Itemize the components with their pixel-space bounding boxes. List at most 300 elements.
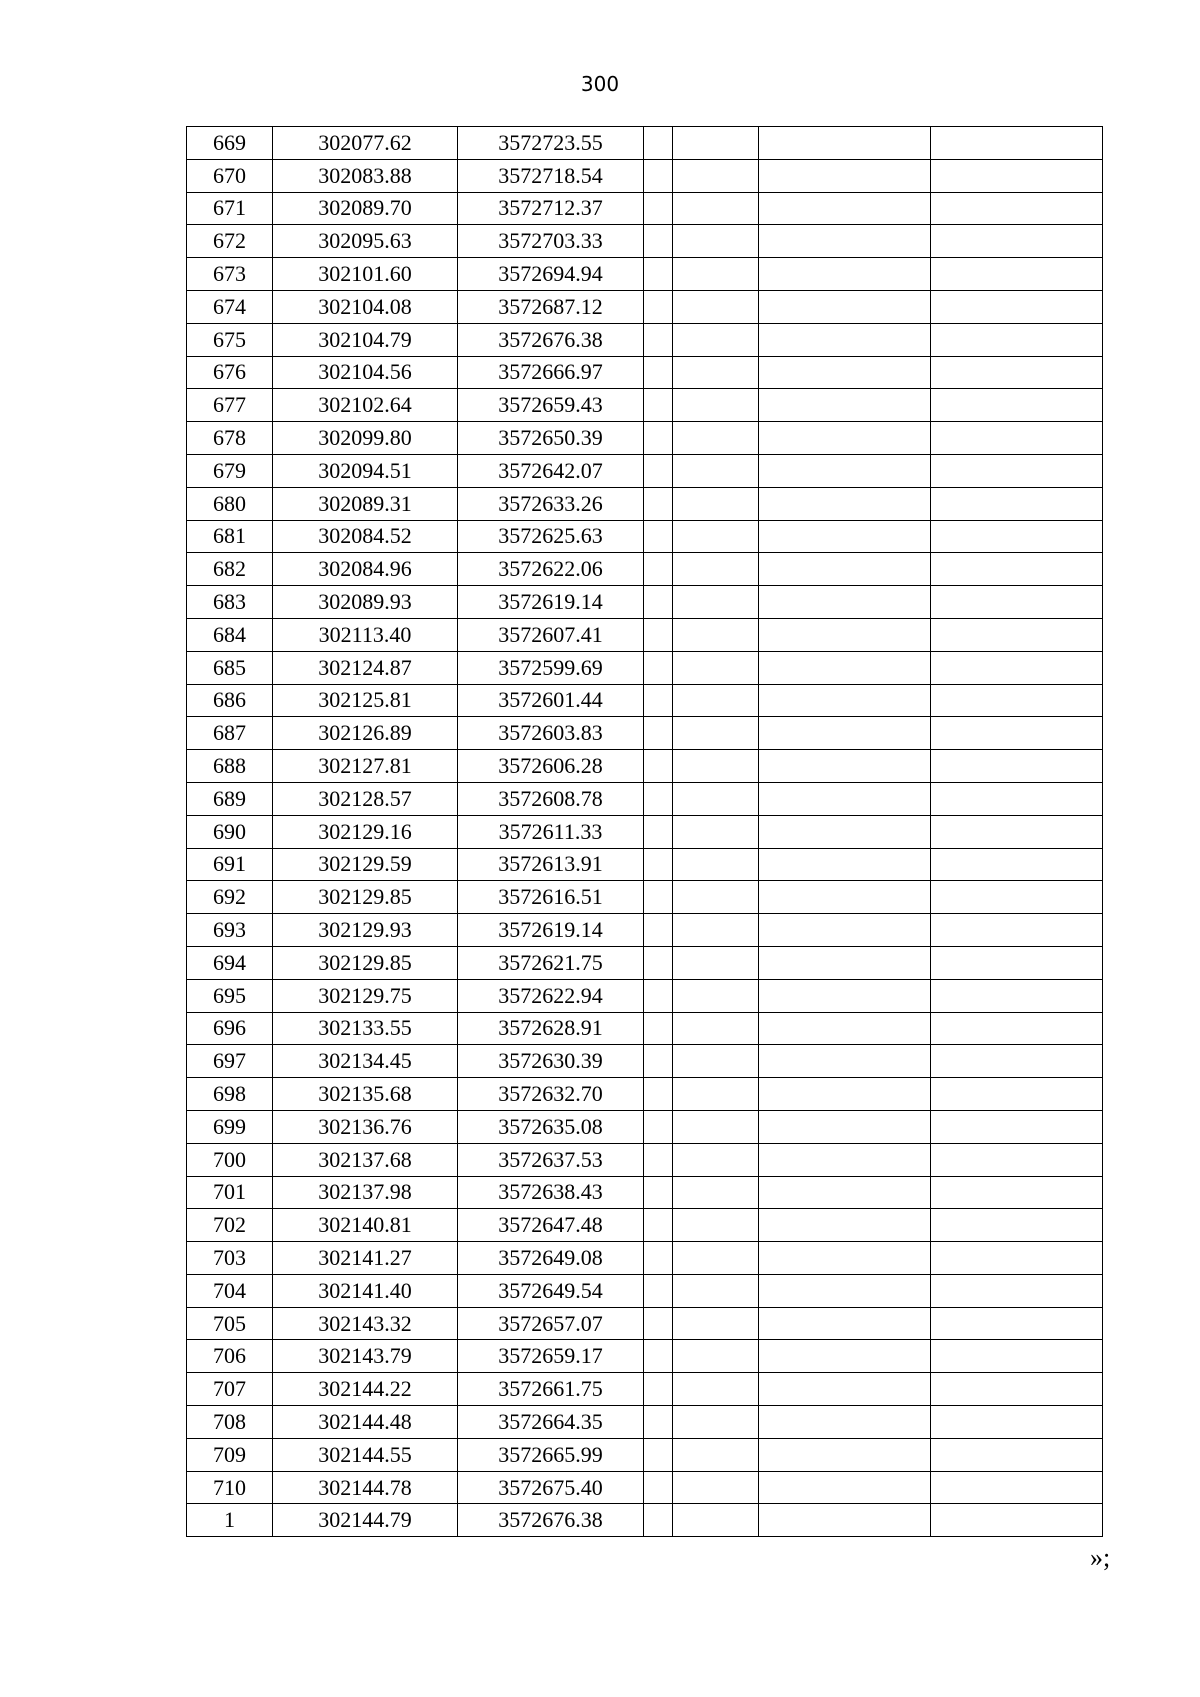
empty-cell — [931, 1110, 1103, 1143]
table-row — [187, 618, 1103, 651]
point-number-cell: 671 — [187, 192, 273, 225]
table-row — [187, 815, 1103, 848]
point-number-cell: 683 — [187, 586, 273, 619]
empty-cell — [759, 586, 931, 619]
point-number-cell: 669 — [187, 127, 273, 160]
y-coordinate-cell: 3572607.41 — [458, 618, 644, 651]
empty-cell — [644, 422, 673, 455]
empty-cell — [673, 1242, 759, 1275]
table-row — [187, 422, 1103, 455]
empty-cell — [673, 1438, 759, 1471]
x-coordinate-cell: 302099.80 — [273, 422, 458, 455]
point-number-cell: 708 — [187, 1406, 273, 1439]
empty-cell — [673, 225, 759, 258]
table-row — [187, 1209, 1103, 1242]
y-coordinate-cell: 3572642.07 — [458, 454, 644, 487]
empty-cell — [759, 192, 931, 225]
x-coordinate-cell: 302084.52 — [273, 520, 458, 553]
empty-cell — [673, 1471, 759, 1504]
empty-cell — [759, 454, 931, 487]
empty-cell — [759, 290, 931, 323]
point-number-cell: 675 — [187, 323, 273, 356]
y-coordinate-cell: 3572675.40 — [458, 1471, 644, 1504]
x-coordinate-cell: 302129.93 — [273, 914, 458, 947]
y-coordinate-cell: 3572622.06 — [458, 553, 644, 586]
table-row — [187, 881, 1103, 914]
y-coordinate-cell: 3572632.70 — [458, 1078, 644, 1111]
point-number-cell: 691 — [187, 848, 273, 881]
empty-cell — [644, 750, 673, 783]
x-coordinate-cell: 302144.55 — [273, 1438, 458, 1471]
page-number: 300 — [580, 72, 620, 96]
y-coordinate-cell: 3572649.08 — [458, 1242, 644, 1275]
table-row — [187, 520, 1103, 553]
point-number-cell: 701 — [187, 1176, 273, 1209]
y-coordinate-cell: 3572703.33 — [458, 225, 644, 258]
x-coordinate-cell: 302083.88 — [273, 159, 458, 192]
point-number-cell: 679 — [187, 454, 273, 487]
empty-cell — [931, 192, 1103, 225]
empty-cell — [644, 1242, 673, 1275]
empty-cell — [644, 1110, 673, 1143]
x-coordinate-cell: 302089.31 — [273, 487, 458, 520]
empty-cell — [759, 1438, 931, 1471]
empty-cell — [931, 258, 1103, 291]
empty-cell — [644, 1504, 673, 1537]
y-coordinate-cell: 3572619.14 — [458, 914, 644, 947]
empty-cell — [759, 225, 931, 258]
x-coordinate-cell: 302143.79 — [273, 1340, 458, 1373]
x-coordinate-cell: 302104.56 — [273, 356, 458, 389]
empty-cell — [673, 651, 759, 684]
table-row — [187, 1143, 1103, 1176]
empty-cell — [759, 1504, 931, 1537]
x-coordinate-cell: 302128.57 — [273, 782, 458, 815]
y-coordinate-cell: 3572601.44 — [458, 684, 644, 717]
empty-cell — [673, 914, 759, 947]
table-row — [187, 651, 1103, 684]
x-coordinate-cell: 302133.55 — [273, 1012, 458, 1045]
table-row — [187, 848, 1103, 881]
x-coordinate-cell: 302095.63 — [273, 225, 458, 258]
empty-cell — [931, 1504, 1103, 1537]
point-number-cell: 703 — [187, 1242, 273, 1275]
empty-cell — [931, 914, 1103, 947]
x-coordinate-cell: 302129.85 — [273, 881, 458, 914]
point-number-cell: 704 — [187, 1274, 273, 1307]
empty-cell — [759, 1110, 931, 1143]
empty-cell — [759, 946, 931, 979]
table-row — [187, 225, 1103, 258]
x-coordinate-cell: 302101.60 — [273, 258, 458, 291]
point-number-cell: 682 — [187, 553, 273, 586]
empty-cell — [673, 750, 759, 783]
x-coordinate-cell: 302077.62 — [273, 127, 458, 160]
point-number-cell: 686 — [187, 684, 273, 717]
table-row — [187, 290, 1103, 323]
empty-cell — [673, 881, 759, 914]
empty-cell — [759, 1045, 931, 1078]
point-number-cell: 674 — [187, 290, 273, 323]
empty-cell — [673, 1012, 759, 1045]
empty-cell — [931, 225, 1103, 258]
table-row — [187, 1373, 1103, 1406]
table-row — [187, 750, 1103, 783]
empty-cell — [759, 422, 931, 455]
empty-cell — [673, 618, 759, 651]
empty-cell — [644, 553, 673, 586]
point-number-cell: 696 — [187, 1012, 273, 1045]
empty-cell — [673, 159, 759, 192]
empty-cell — [673, 290, 759, 323]
empty-cell — [644, 1471, 673, 1504]
empty-cell — [673, 1209, 759, 1242]
y-coordinate-cell: 3572694.94 — [458, 258, 644, 291]
empty-cell — [759, 127, 931, 160]
y-coordinate-cell: 3572661.75 — [458, 1373, 644, 1406]
y-coordinate-cell: 3572608.78 — [458, 782, 644, 815]
table-row — [187, 389, 1103, 422]
empty-cell — [644, 159, 673, 192]
y-coordinate-cell: 3572616.51 — [458, 881, 644, 914]
point-number-cell: 705 — [187, 1307, 273, 1340]
empty-cell — [644, 1012, 673, 1045]
y-coordinate-cell: 3572649.54 — [458, 1274, 644, 1307]
y-coordinate-cell: 3572622.94 — [458, 979, 644, 1012]
y-coordinate-cell: 3572637.53 — [458, 1143, 644, 1176]
x-coordinate-cell: 302141.27 — [273, 1242, 458, 1275]
empty-cell — [931, 290, 1103, 323]
empty-cell — [931, 848, 1103, 881]
empty-cell — [673, 848, 759, 881]
empty-cell — [673, 127, 759, 160]
y-coordinate-cell: 3572635.08 — [458, 1110, 644, 1143]
empty-cell — [673, 782, 759, 815]
table-row — [187, 258, 1103, 291]
y-coordinate-cell: 3572619.14 — [458, 586, 644, 619]
empty-cell — [673, 1110, 759, 1143]
x-coordinate-cell: 302129.59 — [273, 848, 458, 881]
point-number-cell: 1 — [187, 1504, 273, 1537]
table-row — [187, 192, 1103, 225]
x-coordinate-cell: 302094.51 — [273, 454, 458, 487]
table-row — [187, 553, 1103, 586]
point-number-cell: 698 — [187, 1078, 273, 1111]
empty-cell — [931, 717, 1103, 750]
point-number-cell: 694 — [187, 946, 273, 979]
empty-cell — [931, 1373, 1103, 1406]
point-number-cell: 672 — [187, 225, 273, 258]
table-row — [187, 1176, 1103, 1209]
y-coordinate-cell: 3572611.33 — [458, 815, 644, 848]
empty-cell — [644, 520, 673, 553]
empty-cell — [644, 979, 673, 1012]
point-number-cell: 707 — [187, 1373, 273, 1406]
table-row — [187, 1242, 1103, 1275]
x-coordinate-cell: 302144.79 — [273, 1504, 458, 1537]
point-number-cell: 677 — [187, 389, 273, 422]
table-row — [187, 454, 1103, 487]
empty-cell — [931, 520, 1103, 553]
table-row — [187, 323, 1103, 356]
empty-cell — [644, 1406, 673, 1439]
empty-cell — [673, 1274, 759, 1307]
table-row — [187, 356, 1103, 389]
point-number-cell: 681 — [187, 520, 273, 553]
empty-cell — [759, 1209, 931, 1242]
point-number-cell: 702 — [187, 1209, 273, 1242]
point-number-cell: 709 — [187, 1438, 273, 1471]
empty-cell — [673, 1045, 759, 1078]
empty-cell — [931, 881, 1103, 914]
empty-cell — [759, 553, 931, 586]
y-coordinate-cell: 3572603.83 — [458, 717, 644, 750]
x-coordinate-cell: 302125.81 — [273, 684, 458, 717]
empty-cell — [673, 979, 759, 1012]
x-coordinate-cell: 302129.85 — [273, 946, 458, 979]
x-coordinate-cell: 302144.22 — [273, 1373, 458, 1406]
empty-cell — [931, 815, 1103, 848]
y-coordinate-cell: 3572650.39 — [458, 422, 644, 455]
empty-cell — [673, 1176, 759, 1209]
empty-cell — [673, 192, 759, 225]
x-coordinate-cell: 302144.48 — [273, 1406, 458, 1439]
y-coordinate-cell: 3572723.55 — [458, 127, 644, 160]
empty-cell — [931, 979, 1103, 1012]
empty-cell — [759, 487, 931, 520]
empty-cell — [931, 1143, 1103, 1176]
empty-cell — [673, 323, 759, 356]
empty-cell — [759, 1274, 931, 1307]
point-number-cell: 670 — [187, 159, 273, 192]
x-coordinate-cell: 302124.87 — [273, 651, 458, 684]
point-number-cell: 680 — [187, 487, 273, 520]
empty-cell — [644, 848, 673, 881]
empty-cell — [759, 684, 931, 717]
empty-cell — [673, 815, 759, 848]
empty-cell — [931, 782, 1103, 815]
empty-cell — [759, 618, 931, 651]
y-coordinate-cell: 3572676.38 — [458, 1504, 644, 1537]
empty-cell — [931, 1307, 1103, 1340]
coordinates-table — [186, 126, 1103, 1537]
x-coordinate-cell: 302089.93 — [273, 586, 458, 619]
closing-quote-mark: »; — [1090, 1543, 1111, 1572]
empty-cell — [931, 159, 1103, 192]
empty-cell — [759, 815, 931, 848]
table-row — [187, 487, 1103, 520]
empty-cell — [673, 258, 759, 291]
empty-cell — [644, 914, 673, 947]
x-coordinate-cell: 302089.70 — [273, 192, 458, 225]
point-number-cell: 676 — [187, 356, 273, 389]
empty-cell — [644, 127, 673, 160]
point-number-cell: 673 — [187, 258, 273, 291]
table-row — [187, 1274, 1103, 1307]
coordinates-table-body — [187, 127, 1103, 1537]
x-coordinate-cell: 302140.81 — [273, 1209, 458, 1242]
empty-cell — [759, 1471, 931, 1504]
y-coordinate-cell: 3572633.26 — [458, 487, 644, 520]
empty-cell — [931, 618, 1103, 651]
empty-cell — [759, 1242, 931, 1275]
empty-cell — [644, 1274, 673, 1307]
x-coordinate-cell: 302136.76 — [273, 1110, 458, 1143]
empty-cell — [644, 717, 673, 750]
table-row — [187, 979, 1103, 1012]
empty-cell — [644, 1340, 673, 1373]
empty-cell — [644, 1373, 673, 1406]
x-coordinate-cell: 302127.81 — [273, 750, 458, 783]
y-coordinate-cell: 3572687.12 — [458, 290, 644, 323]
table-row — [187, 1340, 1103, 1373]
empty-cell — [931, 684, 1103, 717]
y-coordinate-cell: 3572659.17 — [458, 1340, 644, 1373]
y-coordinate-cell: 3572676.38 — [458, 323, 644, 356]
x-coordinate-cell: 302084.96 — [273, 553, 458, 586]
point-number-cell: 688 — [187, 750, 273, 783]
point-number-cell: 685 — [187, 651, 273, 684]
x-coordinate-cell: 302129.16 — [273, 815, 458, 848]
table-row — [187, 1471, 1103, 1504]
table-row — [187, 1504, 1103, 1537]
empty-cell — [644, 225, 673, 258]
empty-cell — [759, 750, 931, 783]
empty-cell — [931, 750, 1103, 783]
point-number-cell: 689 — [187, 782, 273, 815]
y-coordinate-cell: 3572718.54 — [458, 159, 644, 192]
empty-cell — [931, 356, 1103, 389]
x-coordinate-cell: 302135.68 — [273, 1078, 458, 1111]
empty-cell — [673, 454, 759, 487]
empty-cell — [759, 914, 931, 947]
empty-cell — [759, 848, 931, 881]
point-number-cell: 695 — [187, 979, 273, 1012]
y-coordinate-cell: 3572606.28 — [458, 750, 644, 783]
empty-cell — [759, 651, 931, 684]
empty-cell — [759, 1307, 931, 1340]
point-number-cell: 710 — [187, 1471, 273, 1504]
x-coordinate-cell: 302141.40 — [273, 1274, 458, 1307]
x-coordinate-cell: 302113.40 — [273, 618, 458, 651]
empty-cell — [673, 553, 759, 586]
empty-cell — [759, 881, 931, 914]
empty-cell — [931, 127, 1103, 160]
empty-cell — [931, 1012, 1103, 1045]
x-coordinate-cell: 302134.45 — [273, 1045, 458, 1078]
empty-cell — [931, 1209, 1103, 1242]
empty-cell — [931, 1242, 1103, 1275]
empty-cell — [931, 422, 1103, 455]
empty-cell — [931, 487, 1103, 520]
empty-cell — [759, 1406, 931, 1439]
x-coordinate-cell: 302129.75 — [273, 979, 458, 1012]
empty-cell — [673, 389, 759, 422]
empty-cell — [931, 1045, 1103, 1078]
point-number-cell: 684 — [187, 618, 273, 651]
empty-cell — [759, 1143, 931, 1176]
point-number-cell: 700 — [187, 1143, 273, 1176]
empty-cell — [644, 487, 673, 520]
table-row — [187, 1045, 1103, 1078]
empty-cell — [673, 1078, 759, 1111]
y-coordinate-cell: 3572638.43 — [458, 1176, 644, 1209]
empty-cell — [759, 979, 931, 1012]
empty-cell — [644, 1307, 673, 1340]
y-coordinate-cell: 3572712.37 — [458, 192, 644, 225]
empty-cell — [931, 1438, 1103, 1471]
empty-cell — [644, 258, 673, 291]
empty-cell — [759, 782, 931, 815]
table-row — [187, 946, 1103, 979]
empty-cell — [644, 192, 673, 225]
table-row — [187, 1438, 1103, 1471]
empty-cell — [644, 1045, 673, 1078]
empty-cell — [931, 586, 1103, 619]
empty-cell — [644, 290, 673, 323]
empty-cell — [759, 717, 931, 750]
table-row — [187, 717, 1103, 750]
x-coordinate-cell: 302137.68 — [273, 1143, 458, 1176]
table-row — [187, 586, 1103, 619]
empty-cell — [931, 1340, 1103, 1373]
empty-cell — [673, 1373, 759, 1406]
y-coordinate-cell: 3572657.07 — [458, 1307, 644, 1340]
empty-cell — [759, 389, 931, 422]
point-number-cell: 693 — [187, 914, 273, 947]
empty-cell — [644, 815, 673, 848]
y-coordinate-cell: 3572625.63 — [458, 520, 644, 553]
empty-cell — [644, 389, 673, 422]
empty-cell — [759, 1340, 931, 1373]
empty-cell — [644, 1078, 673, 1111]
point-number-cell: 697 — [187, 1045, 273, 1078]
empty-cell — [673, 946, 759, 979]
empty-cell — [673, 1307, 759, 1340]
table-row — [187, 1012, 1103, 1045]
table-row — [187, 127, 1103, 160]
empty-cell — [759, 323, 931, 356]
point-number-cell: 690 — [187, 815, 273, 848]
empty-cell — [931, 454, 1103, 487]
table-row — [187, 1406, 1103, 1439]
x-coordinate-cell: 302137.98 — [273, 1176, 458, 1209]
empty-cell — [931, 1406, 1103, 1439]
empty-cell — [644, 1438, 673, 1471]
empty-cell — [673, 717, 759, 750]
empty-cell — [931, 651, 1103, 684]
x-coordinate-cell: 302102.64 — [273, 389, 458, 422]
empty-cell — [931, 553, 1103, 586]
point-number-cell: 699 — [187, 1110, 273, 1143]
empty-cell — [644, 946, 673, 979]
x-coordinate-cell: 302104.08 — [273, 290, 458, 323]
y-coordinate-cell: 3572665.99 — [458, 1438, 644, 1471]
empty-cell — [759, 258, 931, 291]
x-coordinate-cell: 302144.78 — [273, 1471, 458, 1504]
empty-cell — [673, 356, 759, 389]
empty-cell — [931, 1471, 1103, 1504]
empty-cell — [759, 1078, 931, 1111]
point-number-cell: 687 — [187, 717, 273, 750]
empty-cell — [931, 1274, 1103, 1307]
point-number-cell: 706 — [187, 1340, 273, 1373]
empty-cell — [644, 1143, 673, 1176]
empty-cell — [673, 487, 759, 520]
empty-cell — [931, 1078, 1103, 1111]
point-number-cell: 678 — [187, 422, 273, 455]
empty-cell — [759, 520, 931, 553]
